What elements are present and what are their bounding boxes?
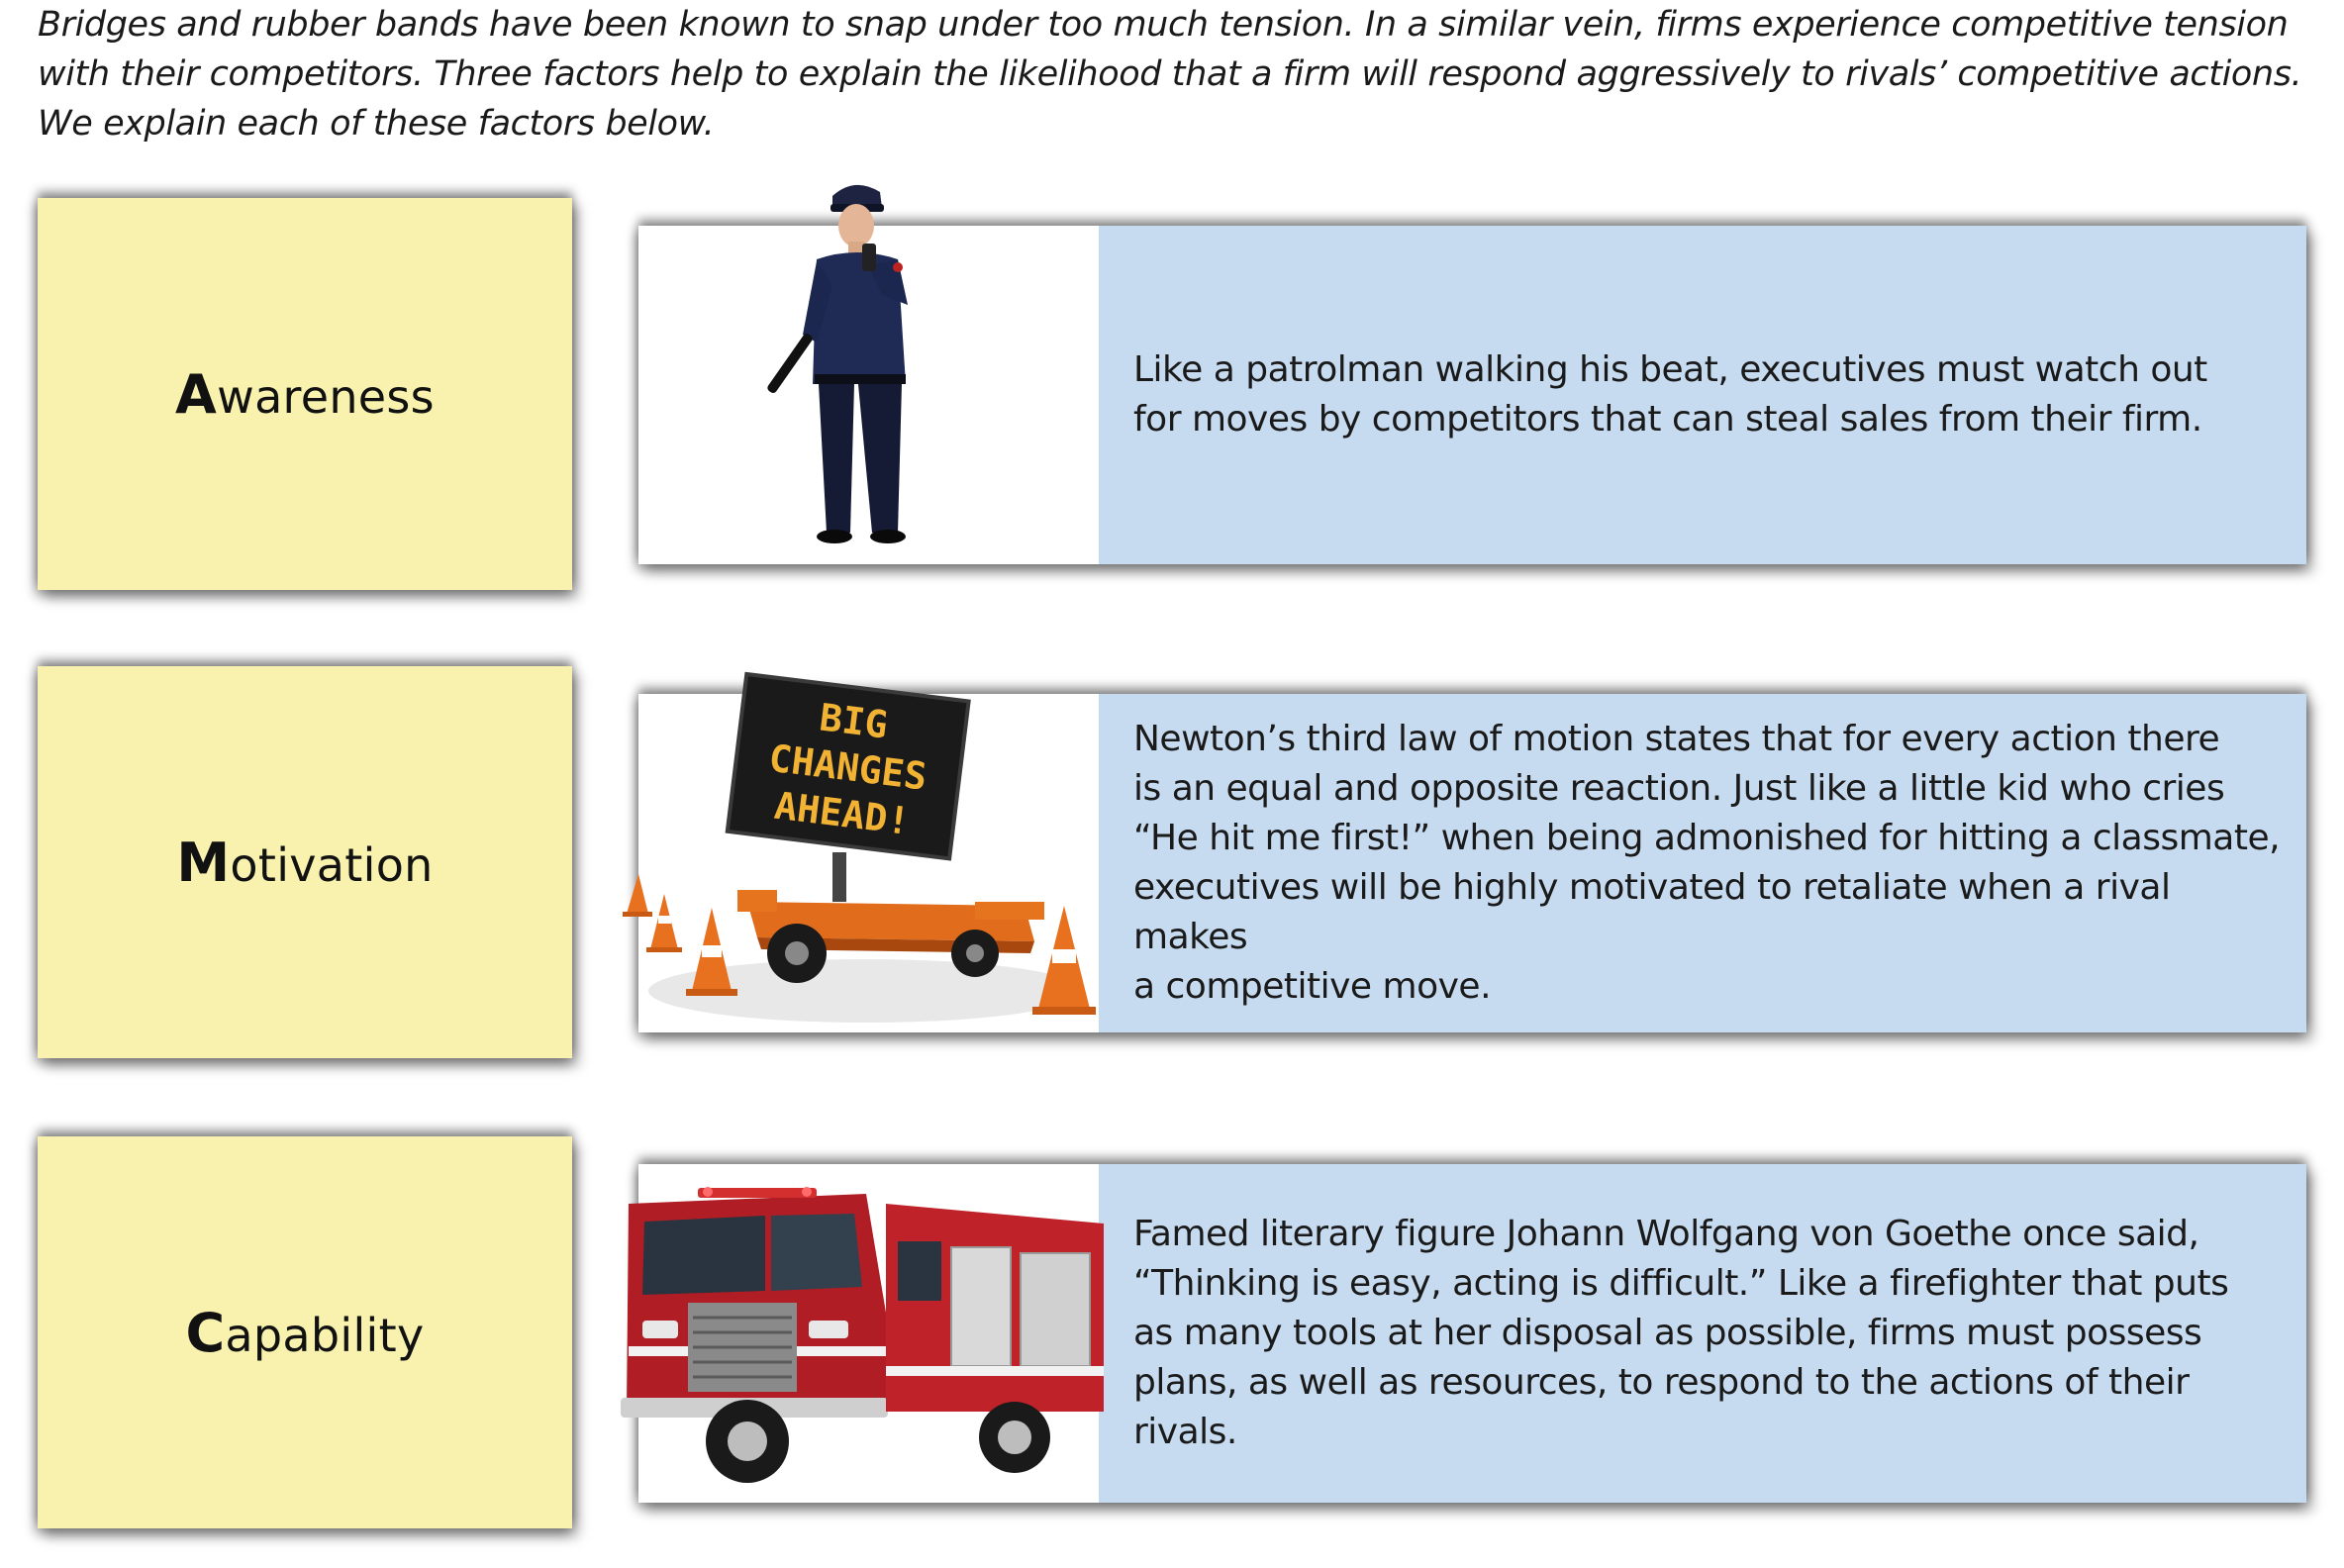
sign-line-2: CHANGES: [766, 735, 929, 799]
factor-row-capability: [0, 1136, 2344, 1532]
photo-frame: [638, 694, 1099, 1032]
factor-description: Newton’s third law of motion states that for every action there is an equal and opposite reaction. Just like a little kid who cries “He hit me first!” when being admonished for hitting a classmate, executives will be highly motivated to retaliate when a rival makes a competitive move.: [1133, 719, 2281, 1007]
factor-label-box: [38, 198, 572, 590]
photo-frame: [638, 226, 1099, 564]
sign-line-1: BIG: [817, 695, 891, 747]
factor-label: Motivation: [176, 831, 434, 894]
factor-panel: [638, 1164, 2306, 1503]
road-sign-icon: [638, 694, 1099, 1032]
factor-description: Like a patrolman walking his beat, executives must watch out for moves by competitors that can steal sales from their firm.: [1133, 349, 2207, 440]
factor-label-box: [38, 666, 572, 1058]
fire-truck-icon: [638, 1164, 1099, 1503]
factor-panel: [638, 226, 2306, 564]
patrolman-icon: [638, 226, 1099, 564]
factor-description: Famed literary figure Johann Wolfgang von Goethe once said, “Thinking is easy, acting is difficult.” Like a firefighter that puts as many tools at her disposal as possible, firms must possess plans, as well as resources, to respond to the actions of their rivals.: [1133, 1214, 2229, 1452]
factor-label: Capability: [185, 1301, 425, 1364]
intro-text: Bridges and rubber bands have been known to snap under too much tension. In a similar vein, firms experience competitive tension with their competitors. Three factors help to explain the likelihood that a firm will respond aggressively to rivals’ competitive actions. We explain each of these factors below.: [38, 5, 2302, 144]
factor-row-motivation: [0, 666, 2344, 1062]
photo-frame: [638, 1164, 1099, 1503]
factor-label-box: [38, 1136, 572, 1528]
factor-label: Awareness: [175, 362, 435, 426]
factor-panel: [638, 694, 2306, 1032]
factor-row-awareness: [0, 198, 2344, 594]
sign-line-3: AHEAD!: [772, 783, 913, 844]
